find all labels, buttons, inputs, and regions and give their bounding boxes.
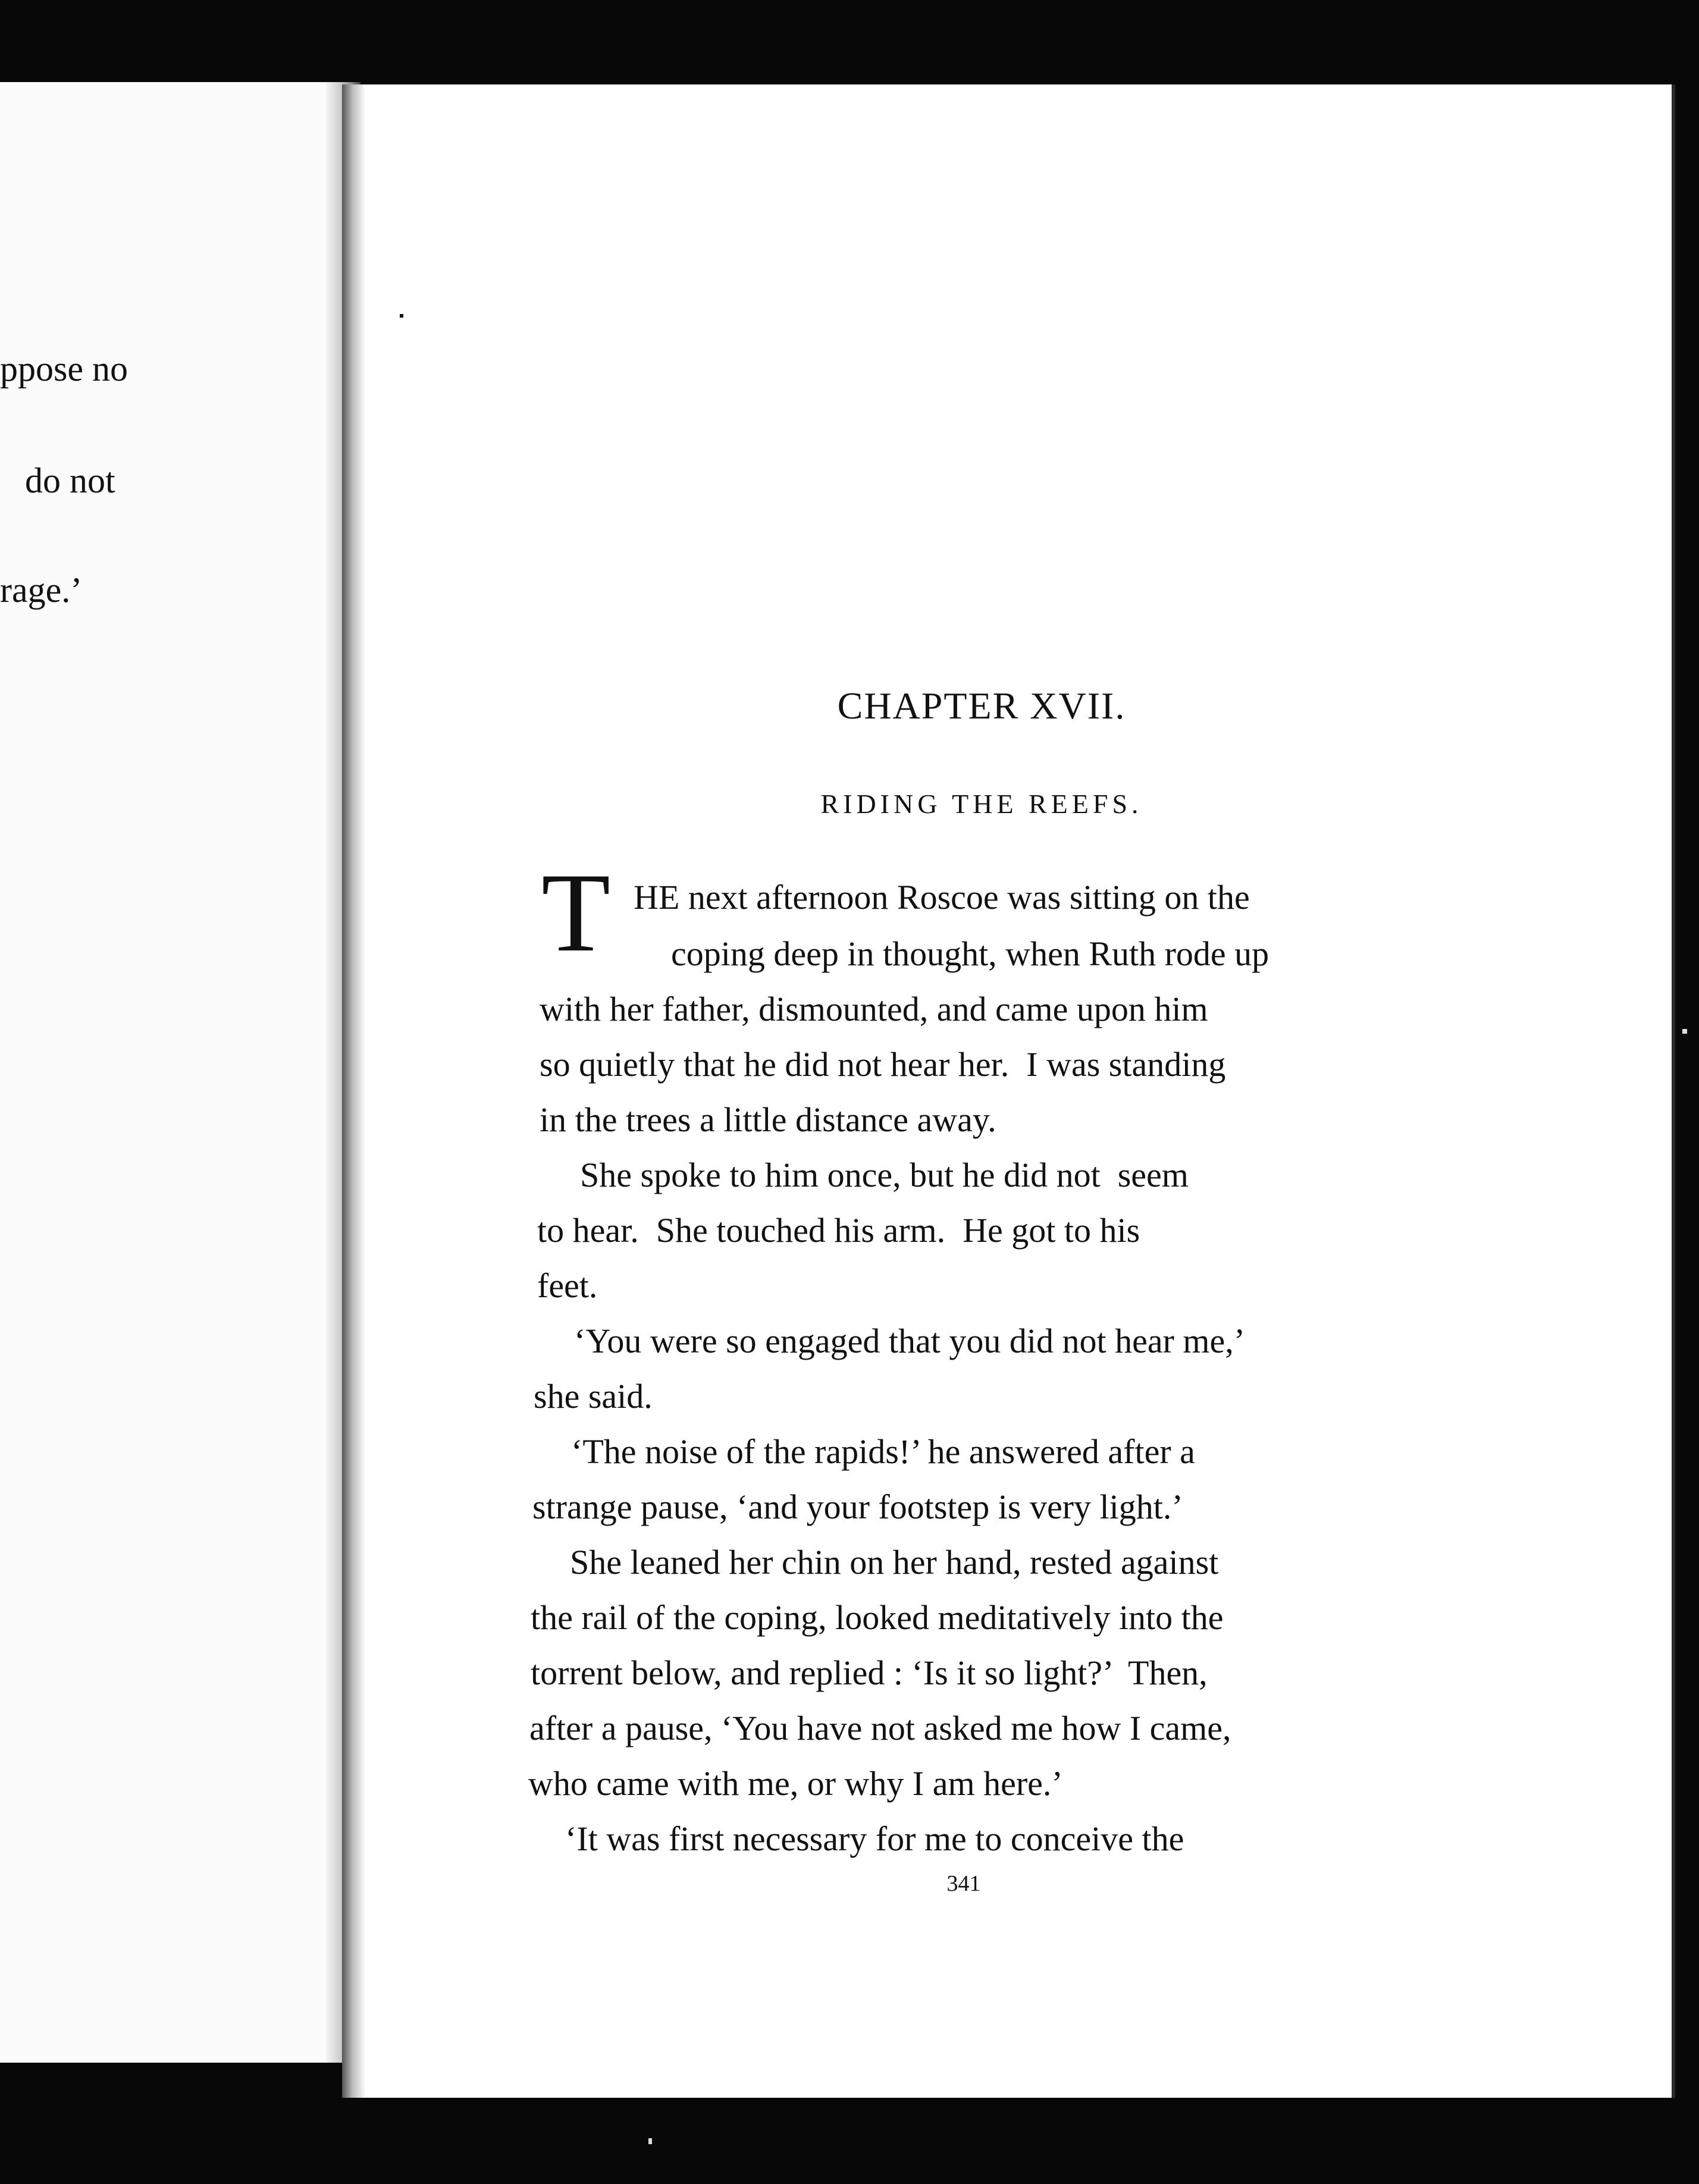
body-line: after a pause, ‘You have not asked me how I came, <box>529 1709 1231 1747</box>
body-line: ‘It was first necessary for me to conceive the <box>565 1819 1184 1858</box>
body-line: so quietly that he did not hear her. I was standing <box>540 1045 1226 1084</box>
body-line: in the trees a little distance away. <box>540 1100 996 1139</box>
body-line: with her father, dismounted, and came upon him <box>540 990 1208 1028</box>
body-line: HE next afternoon Roscoe was sitting on the <box>634 878 1250 917</box>
drop-cap: T <box>541 851 611 975</box>
body-line: ‘You were so engaged that you did not hear me,’ <box>574 1322 1246 1360</box>
chapter-title: CHAPTER XVII. <box>837 685 1126 727</box>
scan-speck <box>648 2138 652 2144</box>
page-number: 341 <box>946 1871 981 1896</box>
body-line: She leaned her chin on her hand, rested against <box>570 1543 1219 1581</box>
body-line: torrent below, and replied : ‘Is it so light?’ Then, <box>531 1653 1208 1692</box>
body-line: she said. <box>534 1377 653 1416</box>
scan-speck <box>1682 1029 1687 1034</box>
body-line: the rail of the coping, looked meditatively into the <box>531 1598 1224 1637</box>
left-page-fragment-2: do not <box>25 461 115 500</box>
body-line: strange pause, ‘and your footstep is very light.’ <box>532 1488 1183 1526</box>
body-line: coping deep in thought, when Ruth rode up <box>671 934 1269 973</box>
body-line: ‘The noise of the rapids!’ he answered after a <box>571 1432 1195 1471</box>
chapter-subtitle: RIDING THE REEFS. <box>820 789 1143 819</box>
scan-speck <box>400 314 403 318</box>
body-line: who came with me, or why I am here.’ <box>528 1764 1063 1803</box>
left-page-fragment-1: ppose no <box>0 349 128 388</box>
body-line: feet. <box>537 1266 598 1305</box>
body-line: to hear. She touched his arm. He got to his <box>537 1211 1140 1250</box>
right-page-gutter <box>342 84 366 2098</box>
body-line: She spoke to him once, but he did not seem <box>580 1156 1189 1194</box>
left-page-fragment-3: rage.’ <box>0 570 83 610</box>
